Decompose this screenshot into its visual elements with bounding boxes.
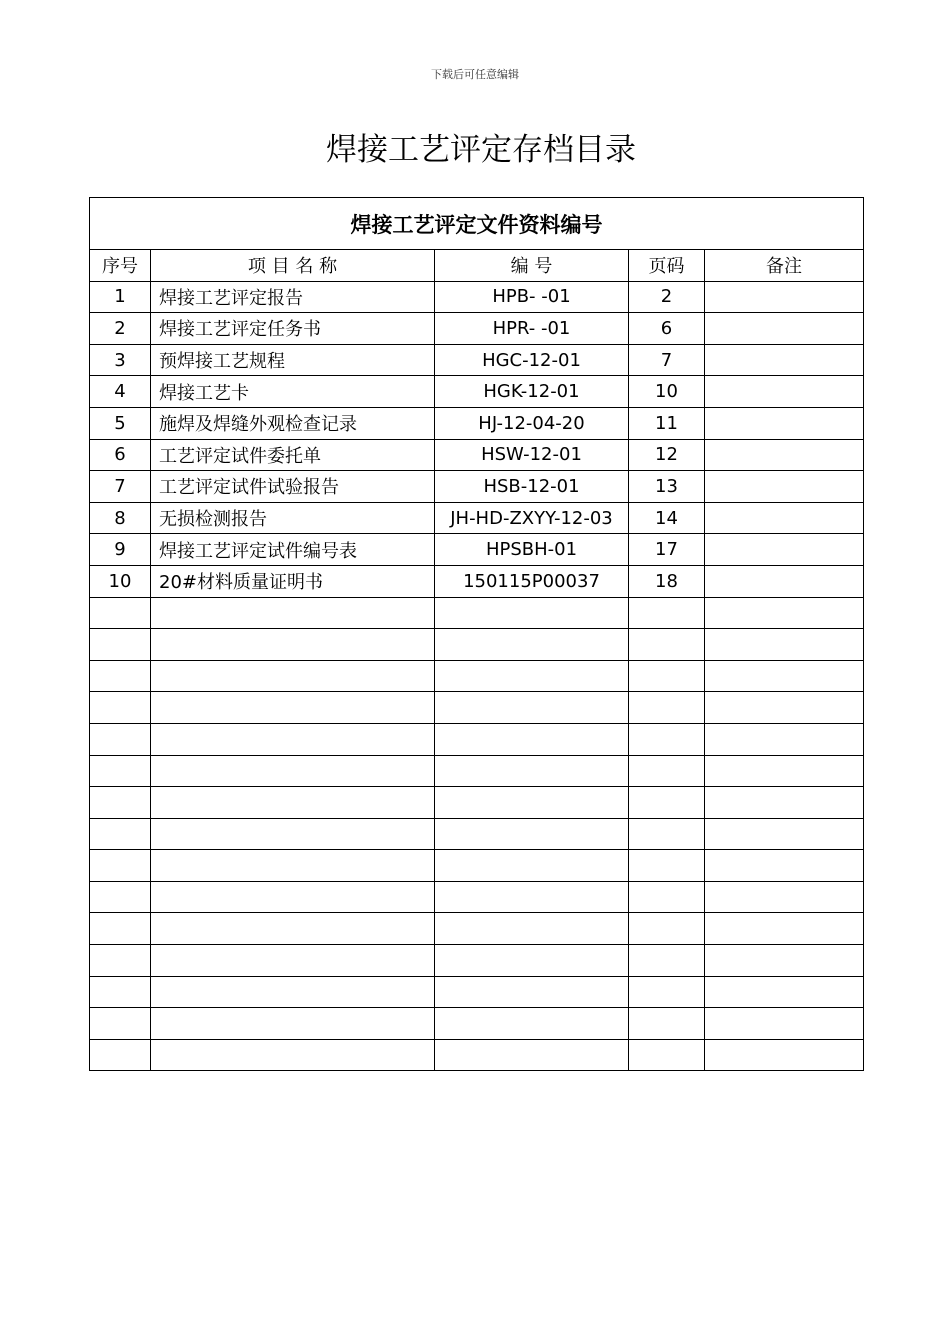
row-code-cell: HGC-12-01 bbox=[435, 344, 629, 376]
row-code-cell bbox=[435, 660, 629, 692]
row-page-cell bbox=[629, 976, 705, 1008]
row-name-cell: 工艺评定试件试验报告 bbox=[151, 471, 435, 503]
table-row bbox=[90, 660, 864, 692]
table-row bbox=[90, 407, 864, 439]
row-remark-cell bbox=[705, 692, 864, 724]
header-note: 下载后可任意编辑 bbox=[431, 68, 519, 81]
row-page-cell: 14 bbox=[629, 502, 705, 534]
row-code-cell: HPR- -01 bbox=[435, 313, 629, 345]
table-row bbox=[90, 723, 864, 755]
row-code-cell: HPB- -01 bbox=[435, 281, 629, 313]
row-name-cell: 施焊及焊缝外观检查记录 bbox=[151, 407, 435, 439]
row-code-cell bbox=[435, 1008, 629, 1040]
row-name-cell: 焊接工艺评定试件编号表 bbox=[151, 534, 435, 566]
row-no-cell: 10 bbox=[90, 565, 151, 597]
row-no-cell bbox=[90, 945, 151, 977]
row-code-cell bbox=[435, 787, 629, 819]
row-code-cell: 150115P00037 bbox=[435, 565, 629, 597]
row-page-cell: 7 bbox=[629, 344, 705, 376]
row-code-cell: HPSBH-01 bbox=[435, 534, 629, 566]
row-remark-cell bbox=[705, 660, 864, 692]
table-row bbox=[90, 913, 864, 945]
row-page-cell: 6 bbox=[629, 313, 705, 345]
column-header-row bbox=[90, 250, 864, 282]
row-no-cell: 1 bbox=[90, 281, 151, 313]
row-remark-cell bbox=[705, 281, 864, 313]
row-page-cell bbox=[629, 818, 705, 850]
row-no-cell bbox=[90, 629, 151, 661]
row-code-cell bbox=[435, 629, 629, 661]
row-no-cell bbox=[90, 850, 151, 882]
row-page-cell bbox=[629, 881, 705, 913]
row-no-cell bbox=[90, 692, 151, 724]
table-row bbox=[90, 850, 864, 882]
row-remark-cell bbox=[705, 881, 864, 913]
row-code-cell: JH-HD-ZXYY-12-03 bbox=[435, 502, 629, 534]
table-row bbox=[90, 534, 864, 566]
row-code-cell bbox=[435, 976, 629, 1008]
row-remark-cell bbox=[705, 439, 864, 471]
row-no-cell bbox=[90, 881, 151, 913]
row-code-cell bbox=[435, 945, 629, 977]
row-page-cell bbox=[629, 787, 705, 819]
column-header-name: 项 目 名 称 bbox=[151, 250, 435, 282]
table-row bbox=[90, 787, 864, 819]
row-page-cell bbox=[629, 945, 705, 977]
row-name-cell bbox=[151, 818, 435, 850]
row-name-cell bbox=[151, 913, 435, 945]
table-row bbox=[90, 597, 864, 629]
table-row bbox=[90, 629, 864, 661]
row-name-cell bbox=[151, 976, 435, 1008]
table-row bbox=[90, 471, 864, 503]
row-name-cell bbox=[151, 881, 435, 913]
row-code-cell bbox=[435, 850, 629, 882]
table-row bbox=[90, 313, 864, 345]
row-no-cell bbox=[90, 660, 151, 692]
row-page-cell: 2 bbox=[629, 281, 705, 313]
table-row bbox=[90, 945, 864, 977]
row-remark-cell bbox=[705, 629, 864, 661]
column-header-code: 编 号 bbox=[435, 250, 629, 282]
row-remark-cell bbox=[705, 945, 864, 977]
row-remark-cell bbox=[705, 344, 864, 376]
row-remark-cell bbox=[705, 313, 864, 345]
row-page-cell bbox=[629, 660, 705, 692]
table-row bbox=[90, 881, 864, 913]
row-no-cell bbox=[90, 597, 151, 629]
row-name-cell bbox=[151, 945, 435, 977]
row-no-cell bbox=[90, 755, 151, 787]
row-no-cell: 3 bbox=[90, 344, 151, 376]
row-name-cell bbox=[151, 723, 435, 755]
row-page-cell bbox=[629, 692, 705, 724]
row-remark-cell bbox=[705, 565, 864, 597]
row-no-cell: 9 bbox=[90, 534, 151, 566]
table-row bbox=[90, 344, 864, 376]
row-code-cell: HGK-12-01 bbox=[435, 376, 629, 408]
catalog-table bbox=[89, 197, 864, 1071]
row-code-cell: HSW-12-01 bbox=[435, 439, 629, 471]
row-no-cell bbox=[90, 818, 151, 850]
row-no-cell: 5 bbox=[90, 407, 151, 439]
row-page-cell bbox=[629, 755, 705, 787]
row-name-cell: 焊接工艺评定报告 bbox=[151, 281, 435, 313]
column-header-page: 页码 bbox=[629, 250, 705, 282]
row-name-cell: 工艺评定试件委托单 bbox=[151, 439, 435, 471]
row-no-cell bbox=[90, 976, 151, 1008]
row-name-cell: 预焊接工艺规程 bbox=[151, 344, 435, 376]
row-remark-cell bbox=[705, 1008, 864, 1040]
row-page-cell bbox=[629, 1008, 705, 1040]
row-remark-cell bbox=[705, 818, 864, 850]
row-name-cell bbox=[151, 850, 435, 882]
row-page-cell: 10 bbox=[629, 376, 705, 408]
row-code-cell: HJ-12-04-20 bbox=[435, 407, 629, 439]
row-page-cell: 11 bbox=[629, 407, 705, 439]
row-no-cell bbox=[90, 723, 151, 755]
row-remark-cell bbox=[705, 787, 864, 819]
row-remark-cell bbox=[705, 850, 864, 882]
section-title-row bbox=[90, 198, 864, 250]
row-code-cell bbox=[435, 881, 629, 913]
row-page-cell: 12 bbox=[629, 439, 705, 471]
row-name-cell bbox=[151, 1008, 435, 1040]
table-row bbox=[90, 818, 864, 850]
row-no-cell bbox=[90, 787, 151, 819]
row-code-cell bbox=[435, 1039, 629, 1071]
table-row bbox=[90, 692, 864, 724]
row-remark-cell bbox=[705, 755, 864, 787]
row-name-cell bbox=[151, 660, 435, 692]
table-row bbox=[90, 1008, 864, 1040]
row-remark-cell bbox=[705, 407, 864, 439]
row-name-cell: 无损检测报告 bbox=[151, 502, 435, 534]
table-row bbox=[90, 502, 864, 534]
row-page-cell: 18 bbox=[629, 565, 705, 597]
row-name-cell: 焊接工艺评定任务书 bbox=[151, 313, 435, 345]
row-code-cell bbox=[435, 755, 629, 787]
row-page-cell: 13 bbox=[629, 471, 705, 503]
row-no-cell: 8 bbox=[90, 502, 151, 534]
row-code-cell bbox=[435, 597, 629, 629]
row-remark-cell bbox=[705, 376, 864, 408]
row-name-cell: 焊接工艺卡 bbox=[151, 376, 435, 408]
row-page-cell bbox=[629, 913, 705, 945]
row-no-cell bbox=[90, 913, 151, 945]
row-page-cell bbox=[629, 629, 705, 661]
row-remark-cell bbox=[705, 1039, 864, 1071]
row-remark-cell bbox=[705, 913, 864, 945]
row-remark-cell bbox=[705, 534, 864, 566]
row-no-cell bbox=[90, 1008, 151, 1040]
table-row bbox=[90, 439, 864, 471]
row-no-cell: 7 bbox=[90, 471, 151, 503]
row-remark-cell bbox=[705, 502, 864, 534]
row-remark-cell bbox=[705, 723, 864, 755]
row-name-cell bbox=[151, 787, 435, 819]
row-name-cell bbox=[151, 1039, 435, 1071]
row-no-cell: 6 bbox=[90, 439, 151, 471]
table-row bbox=[90, 1039, 864, 1071]
row-code-cell: HSB-12-01 bbox=[435, 471, 629, 503]
table-row bbox=[90, 565, 864, 597]
row-code-cell bbox=[435, 692, 629, 724]
row-page-cell: 17 bbox=[629, 534, 705, 566]
table-row bbox=[90, 976, 864, 1008]
table-row bbox=[90, 755, 864, 787]
row-name-cell bbox=[151, 755, 435, 787]
table-row bbox=[90, 376, 864, 408]
row-page-cell bbox=[629, 723, 705, 755]
row-code-cell bbox=[435, 913, 629, 945]
row-code-cell bbox=[435, 723, 629, 755]
section-title: 焊接工艺评定文件资料编号 bbox=[90, 198, 864, 250]
row-name-cell bbox=[151, 629, 435, 661]
row-page-cell bbox=[629, 597, 705, 629]
row-remark-cell bbox=[705, 597, 864, 629]
row-remark-cell bbox=[705, 976, 864, 1008]
row-name-cell: 20#材料质量证明书 bbox=[151, 565, 435, 597]
row-no-cell bbox=[90, 1039, 151, 1071]
document-title: 焊接工艺评定存档目录 bbox=[326, 132, 636, 168]
row-name-cell bbox=[151, 692, 435, 724]
row-remark-cell bbox=[705, 471, 864, 503]
table-row bbox=[90, 281, 864, 313]
row-no-cell: 2 bbox=[90, 313, 151, 345]
row-no-cell: 4 bbox=[90, 376, 151, 408]
row-page-cell bbox=[629, 850, 705, 882]
row-code-cell bbox=[435, 818, 629, 850]
column-header-no: 序号 bbox=[90, 250, 151, 282]
row-page-cell bbox=[629, 1039, 705, 1071]
row-name-cell bbox=[151, 597, 435, 629]
column-header-remark: 备注 bbox=[705, 250, 864, 282]
